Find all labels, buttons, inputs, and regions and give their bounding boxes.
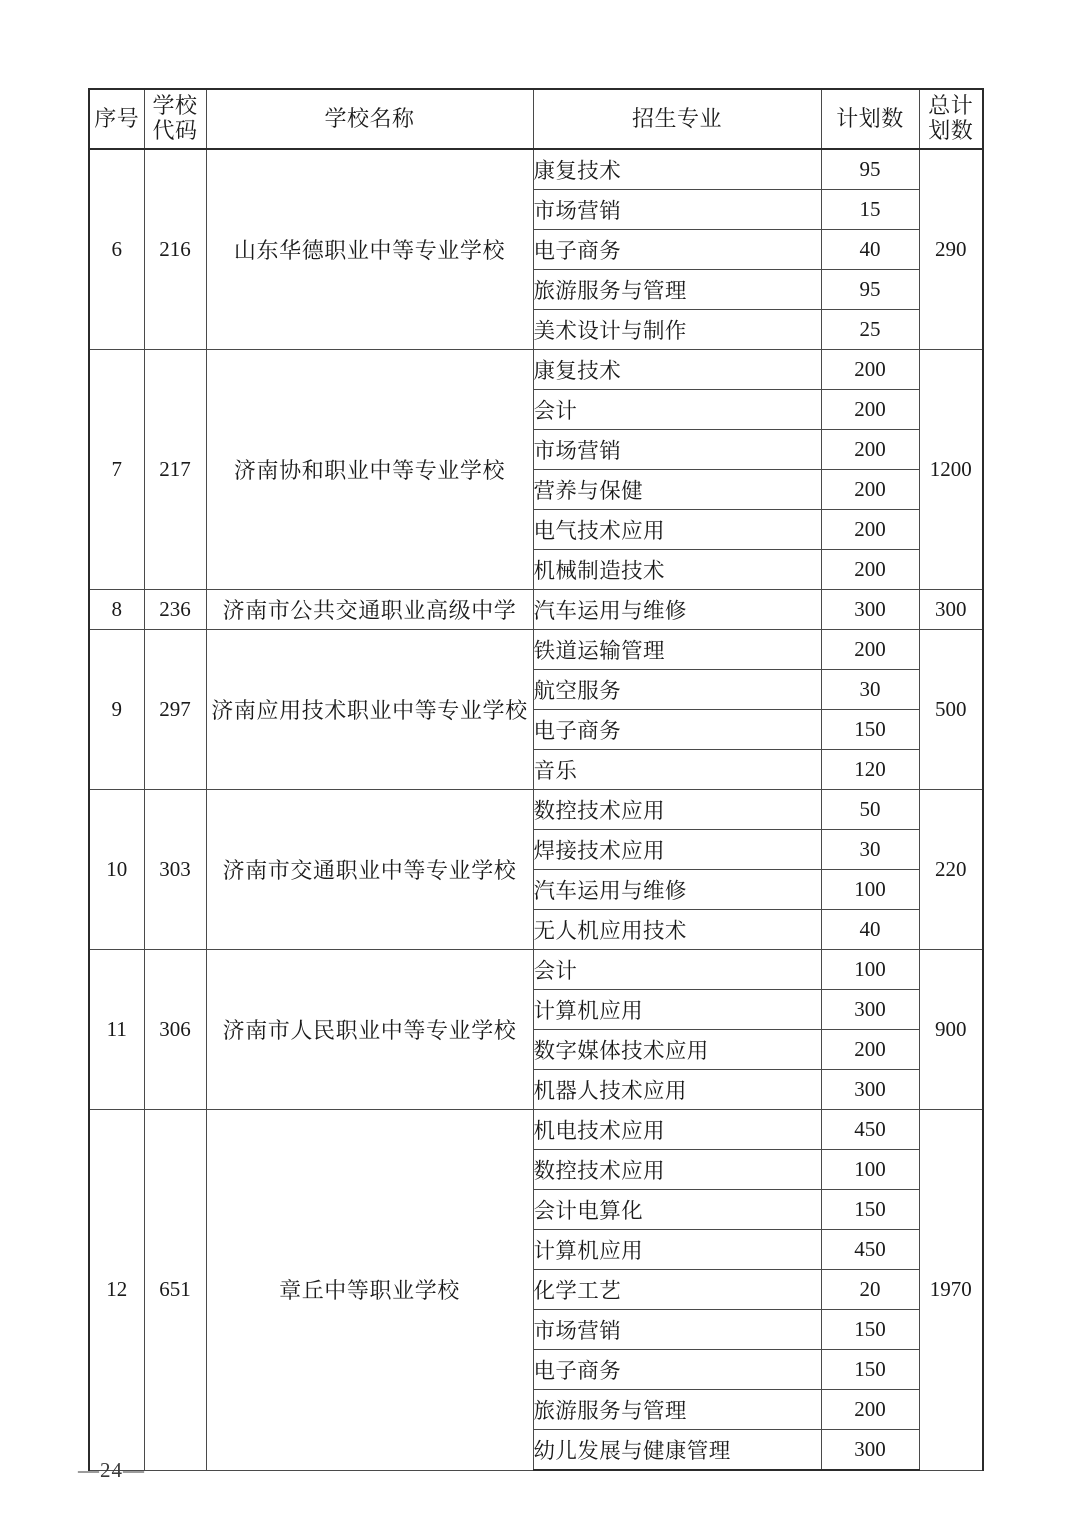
cell-seq: 11 (89, 950, 144, 1110)
column-header-total-plan: 总计划数 (919, 89, 983, 149)
cell-seq: 8 (89, 590, 144, 630)
cell-major: 电子商务 (533, 230, 821, 270)
column-header-school-name: 学校名称 (206, 89, 533, 149)
column-header-school-code: 学校代码 (144, 89, 206, 149)
cell-seq: 10 (89, 790, 144, 950)
cell-plan-count: 30 (821, 830, 919, 870)
table-row (89, 149, 983, 190)
cell-major: 美术设计与制作 (533, 310, 821, 350)
cell-plan-count: 100 (821, 870, 919, 910)
cell-plan-count: 200 (821, 350, 919, 390)
cell-plan-count: 150 (821, 1310, 919, 1350)
cell-major: 旅游服务与管理 (533, 270, 821, 310)
cell-major: 化学工艺 (533, 1270, 821, 1310)
cell-plan-count: 300 (821, 590, 919, 630)
table-row (89, 1110, 983, 1150)
cell-school-name: 济南市公共交通职业高级中学 (206, 590, 533, 630)
cell-major: 计算机应用 (533, 990, 821, 1030)
cell-major: 音乐 (533, 750, 821, 790)
cell-total-plan: 300 (919, 590, 983, 630)
cell-plan-count: 25 (821, 310, 919, 350)
cell-major: 航空服务 (533, 670, 821, 710)
cell-major: 康复技术 (533, 350, 821, 390)
cell-major: 会计 (533, 390, 821, 430)
cell-plan-count: 300 (821, 1430, 919, 1471)
cell-plan-count: 200 (821, 1390, 919, 1430)
header-row (89, 89, 983, 149)
cell-major: 电子商务 (533, 1350, 821, 1390)
cell-major: 旅游服务与管理 (533, 1390, 821, 1430)
page-number: —24— (78, 1458, 145, 1482)
cell-major: 计算机应用 (533, 1230, 821, 1270)
cell-seq: 12 (89, 1110, 144, 1471)
cell-plan-count: 200 (821, 550, 919, 590)
cell-plan-count: 150 (821, 1190, 919, 1230)
cell-seq: 7 (89, 350, 144, 590)
cell-total-plan: 500 (919, 630, 983, 790)
cell-major: 汽车运用与维修 (533, 870, 821, 910)
cell-school-name: 济南协和职业中等专业学校 (206, 350, 533, 590)
cell-total-plan: 1970 (919, 1110, 983, 1471)
cell-plan-count: 120 (821, 750, 919, 790)
cell-major: 康复技术 (533, 149, 821, 190)
cell-plan-count: 95 (821, 270, 919, 310)
cell-major: 数控技术应用 (533, 790, 821, 830)
cell-plan-count: 95 (821, 149, 919, 190)
cell-plan-count: 40 (821, 230, 919, 270)
cell-school-code: 651 (144, 1110, 206, 1471)
cell-major: 铁道运输管理 (533, 630, 821, 670)
enrollment-plan-table (88, 88, 984, 1471)
cell-plan-count: 15 (821, 190, 919, 230)
cell-school-code: 303 (144, 790, 206, 950)
cell-plan-count: 200 (821, 510, 919, 550)
table-row (89, 630, 983, 670)
cell-major: 市场营销 (533, 190, 821, 230)
table-row (89, 590, 983, 630)
cell-plan-count: 200 (821, 430, 919, 470)
cell-major: 数控技术应用 (533, 1150, 821, 1190)
table-row (89, 950, 983, 990)
cell-major: 汽车运用与维修 (533, 590, 821, 630)
table-row (89, 350, 983, 390)
cell-plan-count: 50 (821, 790, 919, 830)
cell-plan-count: 150 (821, 1350, 919, 1390)
cell-total-plan: 220 (919, 790, 983, 950)
cell-major: 数字媒体技术应用 (533, 1030, 821, 1070)
cell-plan-count: 100 (821, 950, 919, 990)
cell-major: 机器人技术应用 (533, 1070, 821, 1110)
cell-major: 机械制造技术 (533, 550, 821, 590)
cell-plan-count: 200 (821, 1030, 919, 1070)
cell-plan-count: 100 (821, 1150, 919, 1190)
cell-plan-count: 450 (821, 1230, 919, 1270)
cell-school-name: 济南市人民职业中等专业学校 (206, 950, 533, 1110)
cell-major: 焊接技术应用 (533, 830, 821, 870)
cell-school-name: 山东华德职业中等专业学校 (206, 149, 533, 350)
cell-school-name: 章丘中等职业学校 (206, 1110, 533, 1471)
cell-plan-count: 450 (821, 1110, 919, 1150)
cell-seq: 9 (89, 630, 144, 790)
cell-school-name: 济南应用技术职业中等专业学校 (206, 630, 533, 790)
cell-major: 会计电算化 (533, 1190, 821, 1230)
cell-school-code: 306 (144, 950, 206, 1110)
cell-plan-count: 200 (821, 630, 919, 670)
cell-major: 电子商务 (533, 710, 821, 750)
cell-major: 市场营销 (533, 1310, 821, 1350)
column-header-plan-count: 计划数 (821, 89, 919, 149)
cell-school-name: 济南市交通职业中等专业学校 (206, 790, 533, 950)
cell-plan-count: 200 (821, 470, 919, 510)
cell-plan-count: 300 (821, 990, 919, 1030)
table-header (89, 89, 983, 149)
cell-plan-count: 30 (821, 670, 919, 710)
cell-school-code: 297 (144, 630, 206, 790)
cell-major: 电气技术应用 (533, 510, 821, 550)
cell-major: 幼儿发展与健康管理 (533, 1430, 821, 1471)
cell-total-plan: 290 (919, 149, 983, 350)
cell-major: 会计 (533, 950, 821, 990)
table-row (89, 790, 983, 830)
table-body (89, 149, 983, 1470)
cell-plan-count: 200 (821, 390, 919, 430)
cell-plan-count: 300 (821, 1070, 919, 1110)
cell-total-plan: 1200 (919, 350, 983, 590)
cell-seq: 6 (89, 149, 144, 350)
column-header-seq: 序号 (89, 89, 144, 149)
cell-plan-count: 150 (821, 710, 919, 750)
cell-plan-count: 20 (821, 1270, 919, 1310)
column-header-major: 招生专业 (533, 89, 821, 149)
cell-plan-count: 40 (821, 910, 919, 950)
cell-major: 市场营销 (533, 430, 821, 470)
cell-school-code: 236 (144, 590, 206, 630)
cell-school-code: 216 (144, 149, 206, 350)
cell-major: 无人机应用技术 (533, 910, 821, 950)
cell-school-code: 217 (144, 350, 206, 590)
cell-major: 营养与保健 (533, 470, 821, 510)
cell-total-plan: 900 (919, 950, 983, 1110)
cell-major: 机电技术应用 (533, 1110, 821, 1150)
